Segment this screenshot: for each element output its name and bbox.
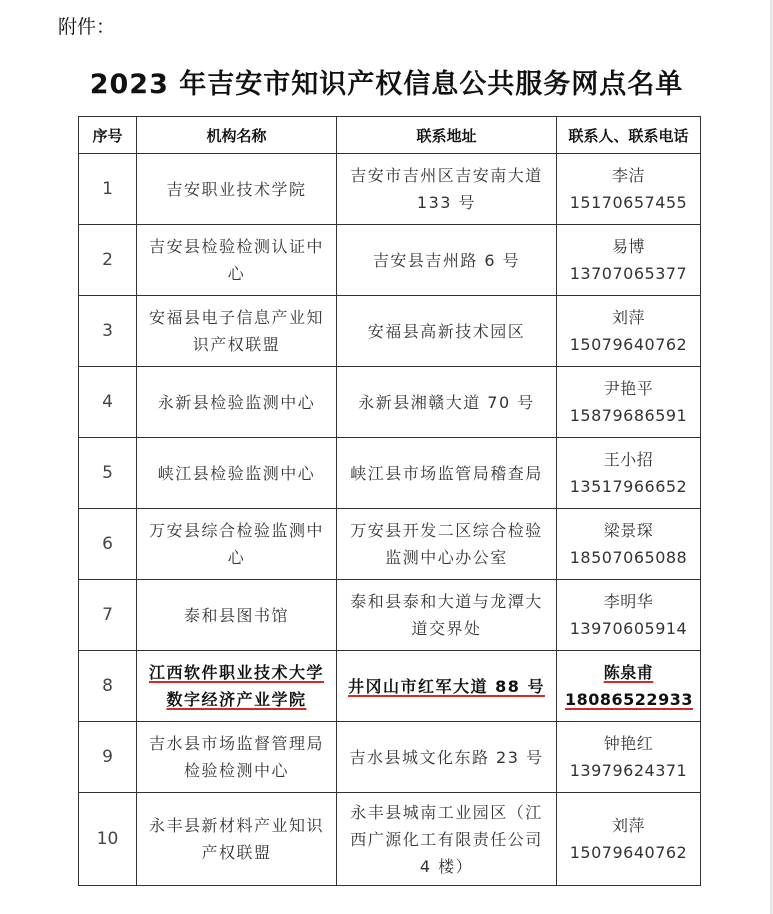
row-number: 3 <box>79 296 137 367</box>
table-row <box>79 793 701 886</box>
table-row <box>79 367 701 438</box>
table-row <box>79 722 701 793</box>
table-header-row <box>79 117 701 154</box>
contact-info <box>557 225 701 296</box>
contact-phone: 13517966652 <box>569 477 688 496</box>
institution-name: 安福县电子信息产业知识产权联盟 <box>137 296 337 367</box>
column-header-number: 序号 <box>79 117 137 154</box>
contact-phone: 15170657455 <box>569 193 688 212</box>
contact-phone: 18086522933 <box>565 690 693 709</box>
row-number: 9 <box>79 722 137 793</box>
contact-address: 吉水县城文化东路 23 号 <box>337 722 557 793</box>
row-number: 2 <box>79 225 137 296</box>
contact-phone: 15079640762 <box>569 335 688 354</box>
contact-person: 李洁 <box>611 166 645 185</box>
contact-address: 万安县开发二区综合检验监测中心办公室 <box>337 509 557 580</box>
table-row <box>79 509 701 580</box>
contact-info <box>557 651 701 722</box>
column-header-address: 联系地址 <box>337 117 557 154</box>
contact-person: 钟艳红 <box>603 734 654 753</box>
table-row <box>79 580 701 651</box>
contact-person: 王小招 <box>603 450 654 469</box>
table-row <box>79 154 701 225</box>
row-number: 10 <box>79 793 137 886</box>
contact-phone: 18507065088 <box>569 548 688 567</box>
table-row-highlighted <box>79 651 701 722</box>
contact-phone: 13707065377 <box>569 264 688 283</box>
contact-info <box>557 793 701 886</box>
service-network-table <box>78 116 701 886</box>
table-row <box>79 438 701 509</box>
row-number: 1 <box>79 154 137 225</box>
contact-person: 易博 <box>611 237 645 256</box>
row-number: 8 <box>79 651 137 722</box>
contact-address: 安福县高新技术园区 <box>337 296 557 367</box>
contact-person: 李明华 <box>603 592 654 611</box>
institution-name: 永丰县新材料产业知识产权联盟 <box>137 793 337 886</box>
contact-address: 永丰县城南工业园区（江西广源化工有限责任公司 4 楼） <box>337 793 557 886</box>
row-number: 4 <box>79 367 137 438</box>
contact-phone: 13979624371 <box>569 761 688 780</box>
contact-person: 尹艳平 <box>603 379 654 398</box>
institution-name: 永新县检验监测中心 <box>137 367 337 438</box>
attachment-label: 附件： <box>58 16 116 38</box>
contact-info <box>557 580 701 651</box>
contact-phone: 15079640762 <box>569 843 688 862</box>
table-row <box>79 225 701 296</box>
contact-address: 吉安县吉州路 6 号 <box>337 225 557 296</box>
institution-name: 江西软件职业技术大学数字经济产业学院 <box>137 651 337 722</box>
institution-name: 峡江县检验监测中心 <box>137 438 337 509</box>
contact-info <box>557 367 701 438</box>
contact-address: 泰和县泰和大道与龙潭大道交界处 <box>337 580 557 651</box>
contact-person: 刘萍 <box>611 308 645 327</box>
contact-person: 梁景琛 <box>603 521 654 540</box>
institution-name: 吉安职业技术学院 <box>137 154 337 225</box>
contact-info <box>557 722 701 793</box>
contact-phone: 15879686591 <box>569 406 688 425</box>
contact-person: 陈泉甫 <box>603 663 654 682</box>
row-number: 7 <box>79 580 137 651</box>
contact-info <box>557 438 701 509</box>
contact-address: 永新县湘赣大道 70 号 <box>337 367 557 438</box>
contact-address: 吉安市吉州区吉安南大道 133 号 <box>337 154 557 225</box>
table-row <box>79 296 701 367</box>
contact-address: 井冈山市红军大道 88 号 <box>337 651 557 722</box>
row-number: 5 <box>79 438 137 509</box>
contact-info <box>557 296 701 367</box>
contact-info <box>557 509 701 580</box>
contact-info <box>557 154 701 225</box>
row-number: 6 <box>79 509 137 580</box>
institution-name: 吉安县检验检测认证中心 <box>137 225 337 296</box>
institution-name: 泰和县图书馆 <box>137 580 337 651</box>
contact-person: 刘萍 <box>611 816 645 835</box>
column-header-institution: 机构名称 <box>137 117 337 154</box>
institution-name: 万安县综合检验监测中心 <box>137 509 337 580</box>
institution-name: 吉水县市场监督管理局检验检测中心 <box>137 722 337 793</box>
contact-address: 峡江县市场监管局稽查局 <box>337 438 557 509</box>
column-header-contact: 联系人、联系电话 <box>557 117 701 154</box>
contact-phone: 13970605914 <box>569 619 688 638</box>
page-title: 2023 年吉安市知识产权信息公共服务网点名单 <box>89 69 684 100</box>
